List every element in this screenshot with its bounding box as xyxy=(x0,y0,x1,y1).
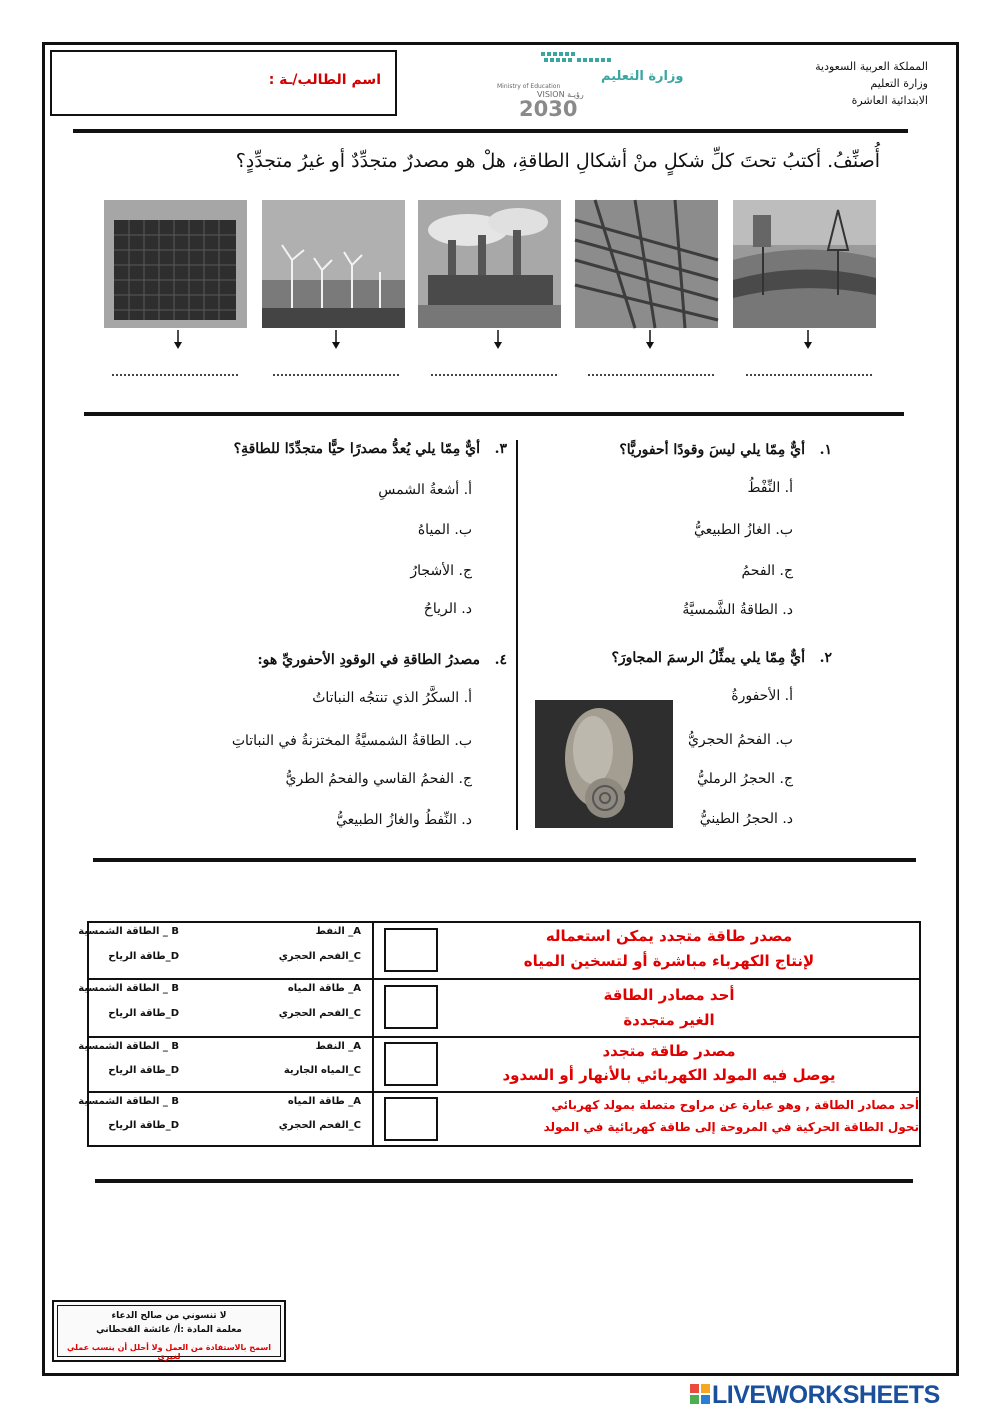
description-line: مصدر طاقة متجدد يمكن استعماله xyxy=(545,927,793,945)
q3-option[interactable]: أ. أشعةُ الشمسِ xyxy=(378,482,472,498)
answer-box[interactable] xyxy=(384,928,438,972)
answer-blank[interactable] xyxy=(588,374,714,376)
option-a[interactable]: A_ طاقة المياه xyxy=(287,1096,361,1107)
q1-title xyxy=(619,442,832,458)
student-name-box[interactable] xyxy=(50,50,397,116)
option-d[interactable]: D_طاقة الرياح xyxy=(108,1065,179,1076)
q3-title xyxy=(234,441,507,457)
answer-box[interactable] xyxy=(384,985,438,1029)
description-line: لإنتاج الكهرباء مباشرة أو لتسخين المياه xyxy=(523,952,815,970)
answer-blank[interactable] xyxy=(746,374,872,376)
divider xyxy=(84,412,904,416)
teacher-note xyxy=(52,1300,286,1362)
description-line: الغير متجددة xyxy=(623,1011,715,1029)
ministry-text: وزارة التعليم xyxy=(870,77,928,90)
kingdom-text: المملكة العربية السعودية xyxy=(815,60,928,73)
q3-option[interactable]: د. الرياحُ xyxy=(423,601,472,617)
q4-option[interactable]: ب. الطاقةُ الشمسيَّةُ المختزنةُ في النباتاتِ xyxy=(231,733,472,749)
description-line: تحول الطاقة الحركية في المروحة إلى طاقة كهربائية في المولد xyxy=(543,1120,919,1134)
option-a[interactable]: A_ النفط xyxy=(315,926,361,937)
option-c[interactable]: C_الفحم الحجري xyxy=(278,1008,361,1019)
footer-dua: لا تنسوني من صالح الدعاء xyxy=(111,1311,227,1321)
q4-option[interactable]: ج. الفحمُ القاسي والفحمُ الطريُّ xyxy=(285,771,472,787)
option-c[interactable]: C_المياه الجارية xyxy=(283,1065,361,1076)
q3-option[interactable]: ب. المياهُ xyxy=(417,522,472,538)
arrow-down-icon xyxy=(493,330,503,350)
answer-box[interactable] xyxy=(384,1042,438,1086)
answer-box[interactable] xyxy=(384,1097,438,1141)
table-row xyxy=(78,980,919,1036)
answer-blank[interactable] xyxy=(112,374,238,376)
q1-option[interactable]: ب. الغازُ الطبيعيُّ xyxy=(694,522,793,538)
student-name-label: اسم الطالب/ـة : xyxy=(268,72,381,88)
teacher-note-inner xyxy=(57,1305,281,1361)
q1-option[interactable]: د. الطاقةُ الشَّمسيَّةُ xyxy=(682,602,793,618)
fossil-image xyxy=(535,700,673,828)
table-row xyxy=(78,923,919,978)
q1-number: ١. xyxy=(819,442,832,458)
q2-text: أيٌّ مِمّا يلي يمثِّلُ الرسمَ المجاورَ؟ xyxy=(611,650,805,666)
wood-icon xyxy=(575,200,718,328)
divider xyxy=(93,858,916,862)
option-a[interactable]: A_ النفط xyxy=(315,1041,361,1052)
option-b[interactable]: B _ الطاقة الشمسية xyxy=(78,1096,179,1107)
footer-permission: اسمح بالاستفادة من العمل ولا أحلل أن ينسب عملي لغيري xyxy=(66,1343,272,1361)
q4-option[interactable]: أ. السكَّرُ الذي تنتجُه النباتاتُ xyxy=(312,690,472,706)
q2-option[interactable]: ج. الحجرُ الرمليُّ xyxy=(696,771,793,787)
column-divider xyxy=(516,440,518,830)
option-d[interactable]: D_طاقة الرياح xyxy=(108,951,179,962)
solar-panel-icon xyxy=(104,200,247,328)
logo-vision: VISION رؤيـة xyxy=(537,90,584,99)
q4-text: مصدرُ الطاقةِ في الوقودِ الأحفوريِّ هو: xyxy=(257,652,480,668)
q2-title xyxy=(611,650,832,666)
matching-table xyxy=(78,921,921,1147)
ministry-logo xyxy=(493,50,684,122)
q1-option[interactable]: أ. النِّفْطُ xyxy=(747,480,793,496)
liveworksheets-icon xyxy=(690,1384,710,1406)
description-line: يوصل فيه المولد الكهربائي بالأنهار أو السدود xyxy=(502,1066,836,1084)
oil-well-icon xyxy=(733,200,876,328)
footer-teacher: معلمة المادة :أ/ عائشة القحطاني xyxy=(96,1325,242,1335)
option-c[interactable]: C_الفحم الحجري xyxy=(278,1120,361,1131)
arrow-down-icon xyxy=(803,330,813,350)
wind-turbines-icon xyxy=(262,200,405,328)
divider xyxy=(73,129,908,133)
q4-number: ٤. xyxy=(494,652,507,668)
watermark-text: LIVEWORKSHEETS xyxy=(712,1381,940,1409)
option-d[interactable]: D_طاقة الرياح xyxy=(108,1120,179,1131)
logo-year: 2030 xyxy=(519,97,578,121)
table-row xyxy=(78,1038,919,1091)
q3-option[interactable]: ج. الأشجارُ xyxy=(410,563,472,579)
q2-option[interactable]: د. الحجرُ الطينيُّ xyxy=(699,811,793,827)
school-text: الابتدائية العاشرة xyxy=(851,94,928,107)
q2-option[interactable]: أ. الأحفورةُ xyxy=(731,688,793,704)
q1-option[interactable]: ج. الفحمُ xyxy=(741,563,793,579)
arrow-down-icon xyxy=(331,330,341,350)
answer-blank[interactable] xyxy=(273,374,399,376)
option-d[interactable]: D_طاقة الرياح xyxy=(108,1008,179,1019)
logo-ar: وزارة التعليم xyxy=(601,69,684,84)
arrow-down-icon xyxy=(645,330,655,350)
q4-title xyxy=(257,652,507,668)
table-row xyxy=(78,1093,919,1145)
description-line: مصدر طاقة متجدد xyxy=(602,1042,736,1060)
power-plant-icon xyxy=(418,200,561,328)
q1-text: أيٌّ مِمّا يلي ليسَ وقودًا أحفوريًّا؟ xyxy=(619,442,805,458)
q2-option[interactable]: ب. الفحمُ الحجريُّ xyxy=(687,732,793,748)
q2-number: ٢. xyxy=(819,650,832,666)
description-line: أحد مصادر الطاقة xyxy=(603,986,735,1004)
description-line: أحد مصادر الطاقة , وهو عبارة عن مراوح متصلة بمولد كهربائي xyxy=(551,1098,919,1112)
classify-instruction: أُصنِّفُ. أكتبُ تحتَ كلِّ شكلٍ منْ أشكالِ الطاقةِ، هلْ هو مصدرٌ متجدِّدٌ أو غيرُ متجدِّدٍ؟ xyxy=(235,150,880,172)
arrow-down-icon xyxy=(173,330,183,350)
option-a[interactable]: A_ طاقة المياه xyxy=(287,983,361,994)
answer-blank[interactable] xyxy=(431,374,557,376)
q3-text: أيٌّ مِمّا يلي يُعدُّ مصدرًا حيًّا متجدِّدًا للطاقةِ؟ xyxy=(233,441,480,457)
logo-en: Ministry of Education xyxy=(497,83,561,90)
liveworksheets-logo xyxy=(690,1380,995,1408)
option-b[interactable]: B _ الطاقة الشمسية xyxy=(78,983,179,994)
q4-option[interactable]: د. النِّفطُ والغازُ الطبيعيُّ xyxy=(336,812,472,828)
option-b[interactable]: B _ الطاقة الشمسية xyxy=(78,1041,179,1052)
divider xyxy=(95,1179,913,1183)
option-c[interactable]: C_الفحم الحجري xyxy=(278,951,361,962)
option-b[interactable]: B _ الطاقة الشمسية xyxy=(78,926,179,937)
q3-number: ٣. xyxy=(494,441,507,457)
header-info xyxy=(815,58,928,109)
